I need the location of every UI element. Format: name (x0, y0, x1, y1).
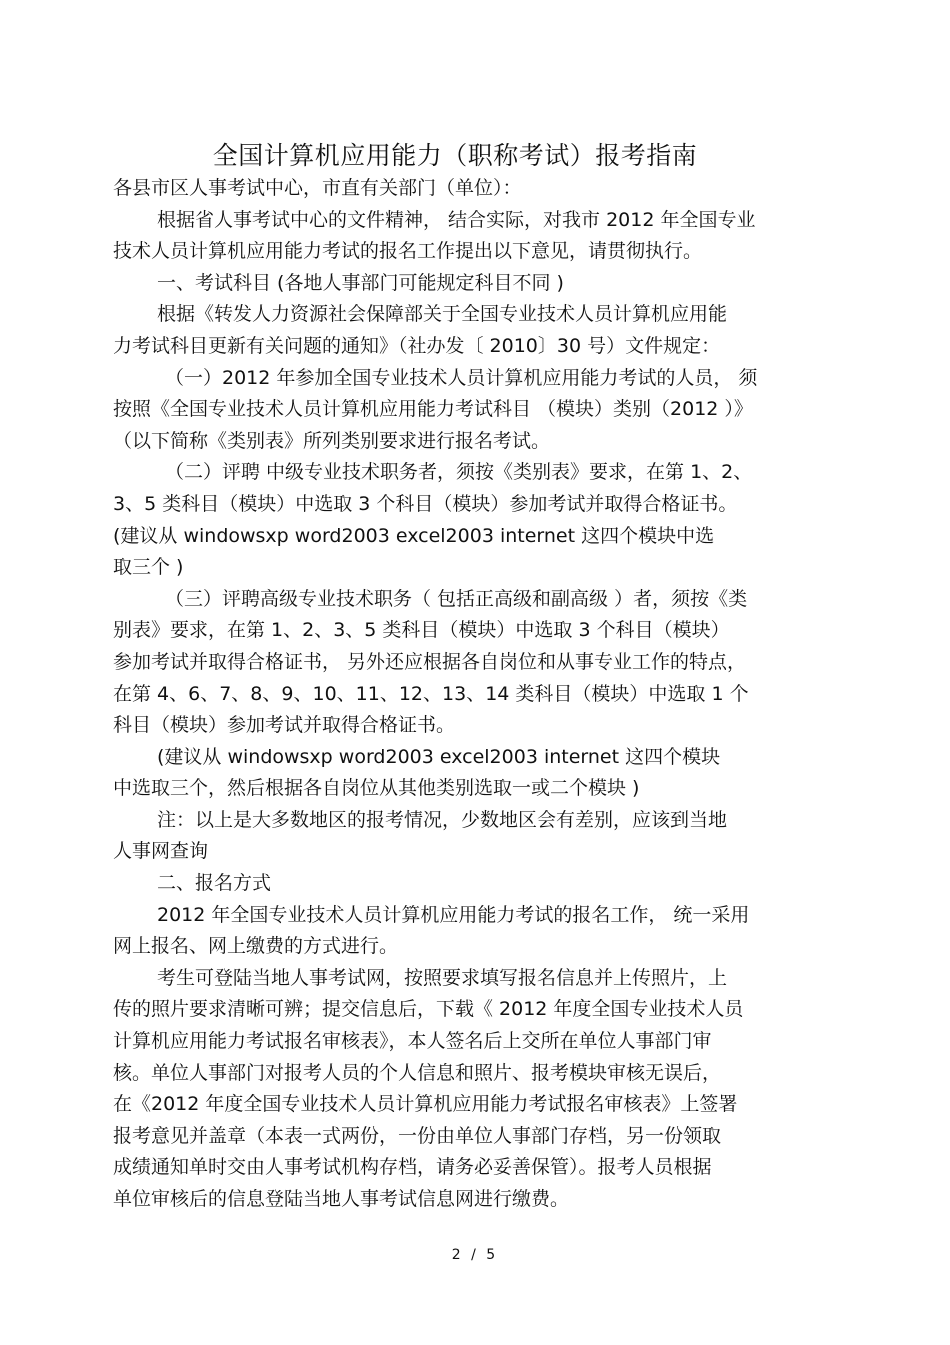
text-line: 成绩通知单时交由人事考试机构存档，请务必妥善保管）。报考人员根据 (113, 1156, 712, 1179)
text-line: 传的照片要求清晰可辨；提交信息后，下载《 2012 年度全国专业技术人员 (113, 998, 744, 1021)
page-number: 2 / 5 (451, 1247, 499, 1263)
text-line: （以下简称《类别表》所列类别要求进行报名考试。 (113, 429, 551, 452)
text-line: 考生可登陆当地人事考试网，按照要求填写报名信息并上传照片，上 (157, 966, 728, 989)
text-line: 按照《全国专业技术人员计算机应用能力考试科目 （模块）类别（2012 ）》 (113, 398, 753, 421)
text-line: 根据《转发人力资源社会保障部关于全国专业技术人员计算机应用能 (157, 303, 728, 326)
text-line: 注：以上是大多数地区的报考情况，少数地区会有差别，应该到当地 (157, 808, 728, 831)
text-line: 在《2012 年度全国专业技术人员计算机应用能力考试报名审核表》上签署 (113, 1093, 738, 1116)
text-line: 网上报名、网上缴费的方式进行。 (113, 935, 399, 958)
text-line: 力考试科目更新有关问题的通知》（社办发〔 2010〕30 号）文件规定： (113, 334, 721, 357)
text-line: 3、5 类科目（模块）中选取 3 个科目（模块）参加考试并取得合格证书。 (113, 492, 738, 515)
text-line: 报考意见并盖章（本表一式两份，一份由单位人事部门存档，另一份领取 (113, 1124, 722, 1147)
text-line: 计算机应用能力考试报名审核表》，本人签名后上交所在单位人事部门审 (113, 1030, 712, 1053)
text-line: （三）评聘高级专业技术职务（ 包括正高级和副高级 ）者，须按《类 (165, 587, 748, 610)
text-line: 各县市区人事考试中心，市直有关部门（单位）： (113, 177, 522, 199)
text-line: (建议从 windowsxp word2003 excel2003 internet 这四个模块中选 (113, 524, 715, 547)
text-line: 取三个 ) (113, 556, 184, 579)
text-line: （一）2012 年参加全国专业技术人员计算机应用能力考试的人员， 须 (165, 366, 758, 389)
section-heading: 二、报名方式 (157, 872, 272, 895)
text-line: 根据省人事考试中心的文件精神， 结合实际，对我市 2012 年全国专业 (157, 208, 756, 231)
text-line: 别表》要求，在第 1、2、3、5 类科目（模块）中选取 3 个科目（模块） (113, 619, 730, 642)
text-line: 2012 年全国专业技术人员计算机应用能力考试的报名工作， 统一采用 (157, 903, 750, 926)
document-title: 全国计算机应用能力（职称考试）报考指南 (212, 141, 698, 170)
text-line: 参加考试并取得合格证书， 另外还应根据各自岗位和从事专业工作的特点， (113, 650, 747, 673)
text-line: 中选取三个，然后根据各自岗位从其他类别选取一或二个模块 ) (113, 777, 640, 800)
text-line: （二）评聘 中级专业技术职务者，须按《类别表》要求，在第 1、2、 (165, 461, 753, 484)
text-line: 在第 4、6、7、8、9、10、11、12、13、14 类科目（模块）中选取 1 个 (113, 682, 749, 705)
document-body (113, 173, 838, 1216)
text-line: 单位审核后的信息登陆当地人事考试信息网进行缴费。 (113, 1188, 570, 1210)
text-line: 科目（模块）参加考试并取得合格证书。 (113, 714, 456, 737)
text-line: 技术人员计算机应用能力考试的报名工作提出以下意见，请贯彻执行。 (113, 240, 703, 263)
text-line: (建议从 windowsxp word2003 excel2003 internet 这四个模块 (157, 745, 721, 768)
text-line: 人事网查询 (113, 840, 209, 863)
section-heading: 一、考试科目 (各地人事部门可能规定科目不同 ) (157, 271, 564, 294)
text-line: 核。单位人事部门对报考人员的个人信息和照片、报考模块审核无误后， (113, 1061, 722, 1084)
